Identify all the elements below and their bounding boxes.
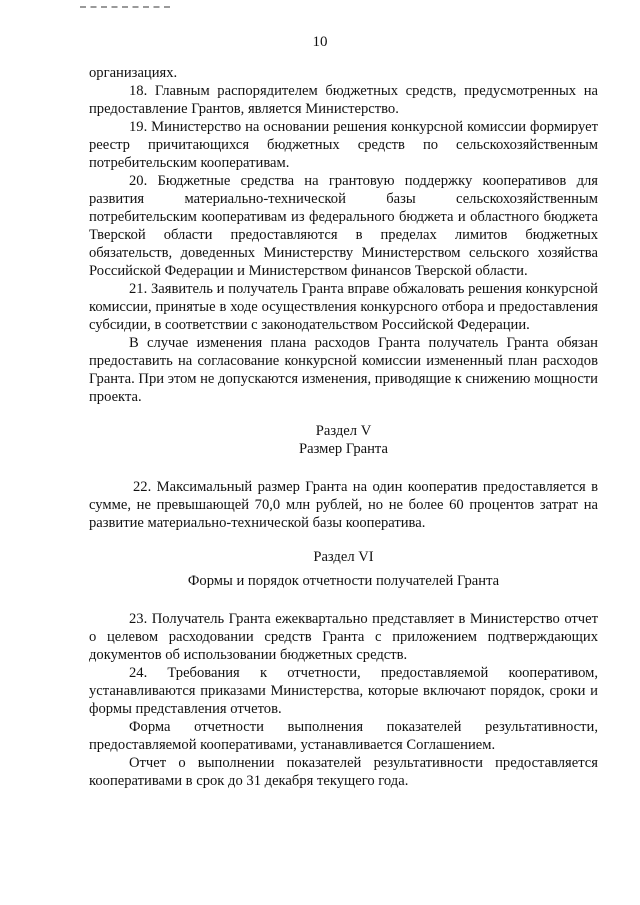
section-6-number: Раздел VI xyxy=(313,549,374,565)
paragraph-23: 23. Получатель Гранта ежеквартально представляет в Министерство отчет о целевом расходовании средств Гранта с приложением подтверждающих документов об использовании бюджетных средств. xyxy=(89,611,598,663)
paragraph-24: 24. Требования к отчетности, предоставляемой кооперативом, устанавливаются приказами Министерства, которые включают порядок, сроки и формы представления отчетов. xyxy=(89,665,598,717)
paragraph-24-form: Форма отчетности выполнения показателей результативности, предоставляемой кооперативами, устанавливается Соглашением. xyxy=(89,719,598,753)
paragraph-22: 22. Максимальный размер Гранта на один кооператив предоставляется в сумме, не превышающей 70,0 млн рублей, но не более 60 процентов затрат на развитие материально-технической базы кооператива. xyxy=(89,479,598,531)
section-6-title: Формы и порядок отчетности получателей Гранта xyxy=(187,573,500,589)
section-6-heading xyxy=(89,548,598,590)
paragraph-19: 19. Министерство на основании решения конкурсной комиссии формирует реестр причитающихся бюджетных средств по сельскохозяйственным потребительским кооперативам. xyxy=(89,119,598,171)
scan-artifact-marks xyxy=(80,6,170,10)
paragraph-24-report-deadline: Отчет о выполнении показателей результативности предоставляется кооперативами в срок до 31 декабря текущего года. xyxy=(89,755,598,789)
paragraph-continuation: организациях. xyxy=(89,65,178,81)
page-number: 10 xyxy=(312,34,328,50)
paragraph-21-plan-changes: В случае изменения плана расходов Гранта получатель Гранта обязан предоставить на согласование конкурсной комиссии измененный план расходов Гранта. При этом не допускаются изменения, приводящие к снижению мощности проекта. xyxy=(89,335,598,405)
section-5-heading xyxy=(89,422,598,458)
section-5-title: Размер Гранта xyxy=(299,441,388,457)
document-body xyxy=(89,64,598,790)
paragraph-18: 18. Главным распорядителем бюджетных средств, предусмотренных на предоставление Грантов, является Министерство. xyxy=(89,83,598,117)
paragraph-20: 20. Бюджетные средства на грантовую поддержку кооперативов для развития материально-технической базы сельскохозяйственным потребительским кооперативам из федерального бюджета и областного бюджета Тверской области предоставляются в пределах лимитов бюджетных обязательств, доведенных Министерству Министерством сельского хозяйства Российской Федерации и Министерством финансов Тверской области. xyxy=(89,173,598,279)
paragraph-21: 21. Заявитель и получатель Гранта вправе обжаловать решения конкурсной комиссии, принятые в ходе осуществления конкурсного отбора и предоставления субсидии, в соответствии с законодательством Российской Федерации. xyxy=(89,281,598,333)
section-5-number: Раздел V xyxy=(315,423,372,439)
